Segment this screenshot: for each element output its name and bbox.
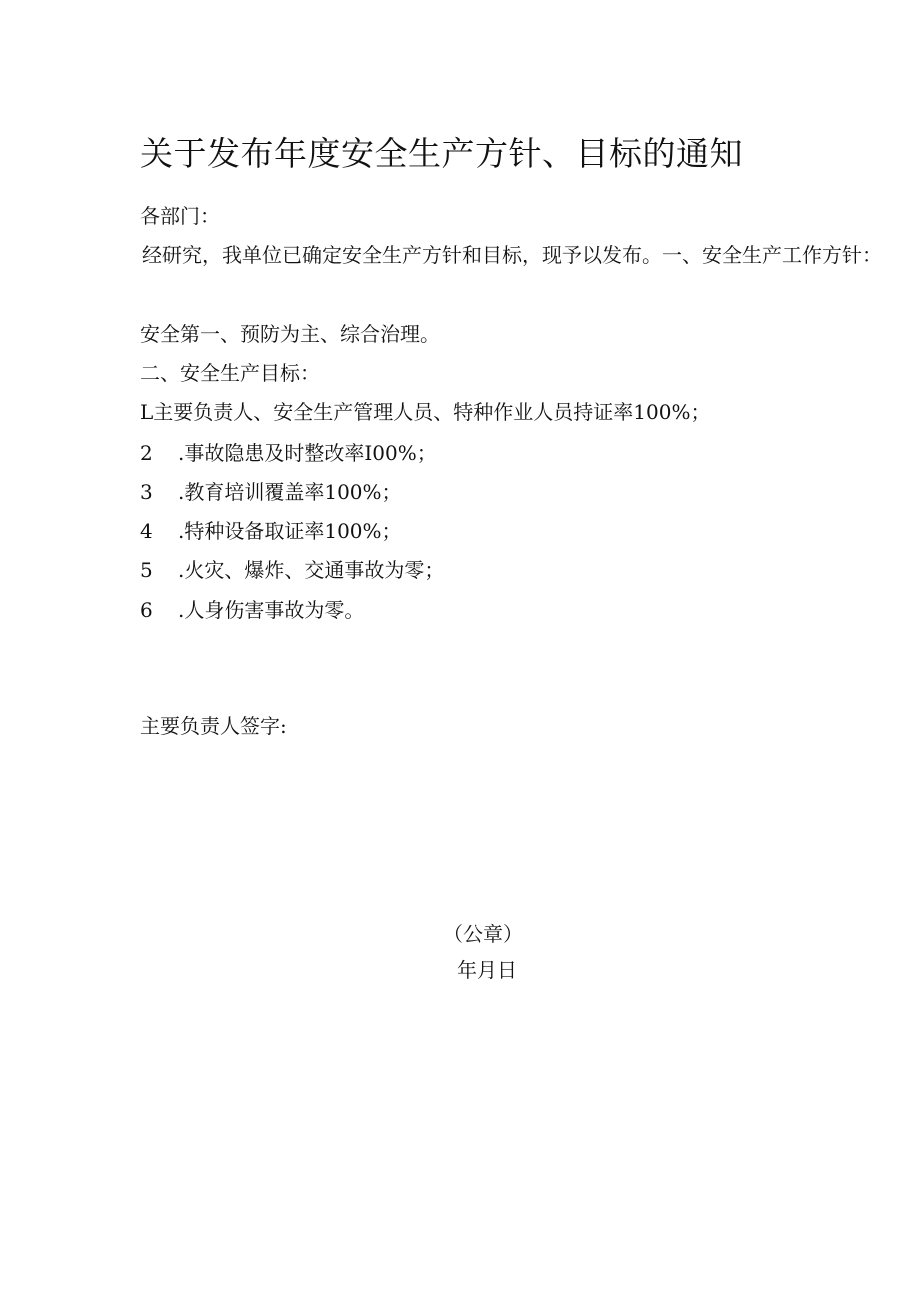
goal-item	[140, 558, 444, 582]
goal-number: 3	[140, 480, 153, 504]
goal-text: .人身伤害事故为零。	[178, 598, 365, 622]
goal-item	[140, 400, 710, 424]
goal-number: 6	[140, 598, 153, 622]
document-title: 关于发布年度安全生产方针、目标的通知	[140, 134, 743, 173]
goal-text: .事故隐患及时整改率I00%；	[178, 441, 437, 465]
date-line: 年月日	[457, 958, 517, 982]
goal-text: .教育培训覆盖率100%；	[178, 480, 402, 504]
goal-item	[140, 480, 402, 504]
official-seal-label: （公章）	[443, 922, 523, 946]
goal-number: 2	[140, 441, 153, 465]
signature-label: 主要负责人签字:	[140, 714, 287, 738]
goal-item	[140, 598, 364, 622]
goal-number: 5	[140, 558, 153, 582]
goal-item	[140, 441, 437, 465]
salutation: 各部门：	[140, 204, 220, 228]
policy-statement: 安全第一、预防为主、综合治理。	[140, 322, 440, 346]
goal-number: 4	[140, 519, 153, 543]
goals-heading: 二、安全生产目标：	[140, 361, 320, 385]
goal-text: .火灾、爆炸、交通事故为零；	[178, 558, 445, 582]
goal-item	[140, 519, 402, 543]
goal-text: L主要负责人、安全生产管理人员、特种作业人员持证率100%；	[140, 400, 711, 424]
intro-paragraph: 经研究，我单位已确定安全生产方针和目标，现予以发布。一、安全生产工作方针：	[142, 243, 882, 267]
goal-text: .特种设备取证率100%；	[178, 519, 402, 543]
